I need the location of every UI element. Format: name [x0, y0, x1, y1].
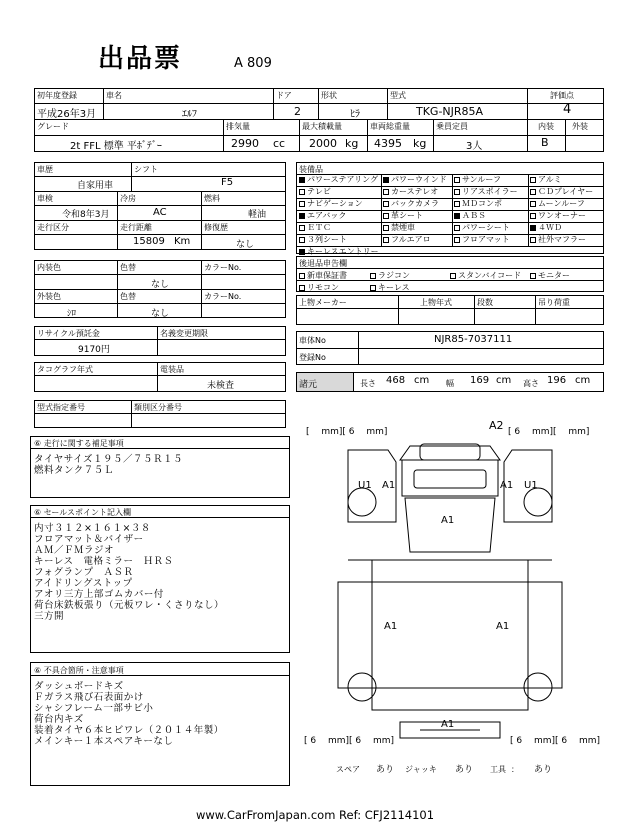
rear-equipment-item-label: ラジコン: [378, 271, 410, 280]
damage-mark-a1-left: A1: [382, 480, 396, 491]
shape: ﾋﾗ: [350, 109, 360, 120]
interior-color-label: 内装色: [37, 263, 61, 272]
note-line: フロアマット＆バイザー: [34, 534, 144, 545]
equipment-item: [383, 174, 447, 185]
note-line: フォグランプ ＡＳＲ: [34, 567, 134, 578]
interior-score: B: [541, 136, 549, 149]
note-line: アイドリングストップ: [34, 578, 133, 589]
grade-label: グレード: [37, 122, 69, 131]
checked-box-icon: [454, 213, 460, 219]
upper-capacity-label: 吊り荷重: [538, 298, 570, 307]
gvw-unit: kg: [345, 137, 359, 150]
repair: なし: [236, 240, 255, 250]
fuel-label: 燃料: [204, 194, 220, 203]
equipment-item: [383, 186, 438, 197]
first-reg: 平成26年3月: [37, 109, 97, 120]
interior-shade: なし: [151, 280, 170, 290]
name-label: 車名: [106, 91, 122, 100]
notes-sales-title-text: セールスポイント記入欄: [43, 508, 131, 517]
note-line: シャシフレーム一部サビ小: [34, 703, 154, 714]
note-line: ダッシュボードキズ: [34, 681, 124, 692]
empty-box-icon: [299, 201, 305, 207]
exterior-color-label: 外装色: [37, 292, 61, 301]
equipment-item-label: テレビ: [307, 187, 331, 196]
equipment-item-label: 禁煙車: [391, 223, 415, 232]
rear-equipment-item: [370, 282, 410, 293]
tool-label: 工具: [490, 765, 506, 774]
transfer-label: 名義変更期限: [160, 329, 208, 338]
equipment-item-label: パワーウインド: [391, 175, 447, 184]
inspection-label: 車検: [37, 194, 53, 203]
shift: F5: [221, 177, 234, 188]
checked-box-icon: [299, 177, 305, 183]
doors-label: ドア: [276, 91, 292, 100]
equipment-item-label: ワンオーナー: [538, 211, 586, 220]
empty-box-icon: [299, 225, 305, 231]
empty-box-icon: [530, 177, 536, 183]
equipment-item: [530, 210, 586, 221]
width: 169: [470, 375, 490, 386]
equipment-item: [299, 234, 347, 245]
model: TKG-NJR85A: [416, 105, 484, 118]
height-label: 高さ: [523, 379, 539, 388]
empty-box-icon: [299, 285, 305, 291]
displacement: 2990: [231, 137, 259, 150]
equipment-item-label: キーレスエントリー: [307, 247, 379, 256]
weight-label: 車両総重量: [370, 122, 410, 131]
equipment-item: [454, 210, 486, 221]
exterior-shade: なし: [151, 309, 170, 319]
empty-box-icon: [370, 285, 376, 291]
equipment-item: [530, 222, 562, 233]
equipment-item: [530, 174, 562, 185]
chassis-number: NJR85-7037111: [434, 334, 513, 345]
shape-label: 形状: [321, 91, 337, 100]
empty-box-icon: [530, 237, 536, 243]
mileage: 15809: [133, 236, 165, 247]
rear-equipment-title: 後退品申告欄: [299, 259, 347, 268]
notes-defects-title: ⑥ 不具合箇所・注意事項: [34, 666, 124, 675]
equipment-item: [299, 174, 378, 185]
exterior-shade-label: 色替: [120, 292, 136, 301]
note-line: アオリ三方上部ゴムカバー付: [34, 589, 164, 600]
equipment-item: [383, 198, 439, 209]
rear-equipment-item: [299, 282, 339, 293]
equipment-item-label: ＭＤコンポ: [462, 199, 502, 208]
chassis-number-label: 車体No: [299, 336, 326, 345]
empty-box-icon: [383, 225, 389, 231]
damage-mark-u1-left: U1: [358, 480, 372, 491]
category-label: 類別区分番号: [134, 403, 182, 412]
equipment-item-label: バックカメラ: [391, 199, 439, 208]
rear-equipment-item-label: モニター: [538, 271, 570, 280]
equipment-item: [454, 186, 518, 197]
checked-box-icon: [383, 177, 389, 183]
equipment-item: [530, 186, 593, 197]
damage-mark-a1-cab: A1: [441, 515, 455, 526]
equipment-item: [383, 222, 415, 233]
empty-box-icon: [299, 273, 305, 279]
damage-mark-u1-right: U1: [524, 480, 538, 491]
car-name: ｴﾙﾌ: [182, 109, 197, 120]
registration-label: 登録No: [299, 353, 326, 362]
equipment-item-label: ナビゲーション: [307, 199, 363, 208]
empty-box-icon: [530, 189, 536, 195]
equipment-item: [383, 210, 423, 221]
tread-front-right: [ 6 mm][ mm]: [508, 427, 590, 437]
checked-box-icon: [530, 225, 536, 231]
ac: AC: [153, 207, 167, 218]
displacement-unit: cc: [273, 137, 286, 150]
note-line: 装着タイヤ６本ヒビワレ（２０１４年製）: [34, 725, 224, 736]
note-line: ＡＭ／ＦＭラジオ: [34, 545, 115, 556]
equipment-item-label: ムーンルーフ: [538, 199, 585, 208]
equipment-item: [454, 222, 510, 233]
equipment-item: [299, 198, 363, 209]
empty-box-icon: [450, 273, 456, 279]
damage-mark-a1-rear: A1: [441, 719, 455, 730]
note-line: 荷台内キズ: [34, 714, 84, 725]
recycle-deposit: 9170円: [78, 345, 110, 355]
history-type: 自家用車: [77, 181, 114, 191]
upper-stages-label: 段数: [477, 298, 493, 307]
rear-equipment-item-label: 新車保証書: [307, 271, 347, 280]
equipment-item: [530, 198, 585, 209]
rear-equipment-item-label: スタンバイコード: [458, 271, 522, 280]
empty-box-icon: [454, 237, 460, 243]
ac-label: 冷房: [120, 194, 136, 203]
grade: 2t FFL 標準 平ﾎﾞﾃﾞｰ: [70, 141, 162, 152]
width-label: 幅: [446, 379, 454, 388]
equipment-item-label: ＣＤプレイヤー: [538, 187, 594, 196]
empty-box-icon: [530, 201, 536, 207]
equipment-item-label: フルエアロ: [391, 235, 431, 244]
note-line: 三方開: [34, 611, 65, 622]
interior-score-label: 内装: [538, 122, 554, 131]
damage-mark-a1-right: A1: [500, 480, 514, 491]
equipment-item-label: フロアマット: [462, 235, 510, 244]
electrical-label: 電装品: [160, 365, 184, 374]
note-line: 荷台床鉄板張り（元板ワレ・くさりなし）: [34, 600, 225, 611]
weight: 4395: [374, 137, 402, 150]
inspection: 令和8年3月: [62, 210, 110, 220]
equipment-item: [299, 222, 331, 233]
interior-shade-label: 色替: [120, 263, 136, 272]
equipment-item: [454, 174, 501, 185]
model-label: 型式: [390, 91, 406, 100]
equipment-item-label: ４ＷＤ: [538, 223, 562, 232]
empty-box-icon: [370, 273, 376, 279]
exterior-color: ｼﾛ: [67, 309, 77, 319]
note-line: メインキー１本スペアキーなし: [34, 736, 174, 747]
empty-box-icon: [454, 189, 460, 195]
page-title: 出品票: [98, 44, 183, 74]
recycle-deposit-label: リサイクル預託金: [37, 329, 100, 338]
exterior-code-label: カラーNo.: [204, 292, 242, 301]
footer-ref: www.CarFromJapan.com Ref: CFJ2114101: [196, 808, 435, 822]
empty-box-icon: [383, 213, 389, 219]
equipment-item: [299, 210, 346, 221]
equipment-item-label: サンルーフ: [462, 175, 501, 184]
interior-code-label: カラーNo.: [204, 263, 242, 272]
notes-driving-title: ⑥ 走行に関する補足事項: [34, 439, 124, 448]
notes-driving-title-text: 走行に関する補足事項: [43, 439, 124, 448]
empty-box-icon: [454, 225, 460, 231]
gvw-label: 最大積載量: [302, 122, 342, 131]
weight-unit: kg: [413, 137, 427, 150]
checked-box-icon: [299, 249, 305, 255]
displacement-label: 排気量: [226, 122, 250, 131]
damage-mark-a1-bed-left: A1: [384, 621, 398, 632]
height-unit: cm: [575, 375, 591, 386]
gvw: 2000: [309, 137, 337, 150]
equipment-item-label: パワーシート: [462, 223, 510, 232]
width-unit: cm: [496, 375, 512, 386]
equipment-item-label: ＥＴＣ: [307, 223, 331, 232]
equipment-item-label: アルミ: [538, 175, 562, 184]
mileage-label: 走行距離: [120, 223, 152, 232]
equipment-item: [454, 234, 510, 245]
equipment-item: [454, 198, 502, 209]
tool: あり: [534, 765, 553, 775]
empty-box-icon: [299, 237, 305, 243]
empty-box-icon: [454, 177, 460, 183]
exterior-score-label: 外装: [572, 122, 588, 131]
damage-mark-a2: A2: [489, 419, 504, 432]
note-line: キーレス 電格ミラー ＨＲＳ: [34, 556, 174, 567]
empty-box-icon: [530, 213, 536, 219]
rear-equipment-item-label: キーレス: [378, 283, 410, 292]
equipment-item-label: カーステレオ: [391, 187, 439, 196]
equipment-item-label: 社外マフラー: [538, 235, 586, 244]
note-line: 内寸３１２×１６１×３８: [34, 523, 151, 534]
empty-box-icon: [383, 189, 389, 195]
equipment-item-label: ＡＢＳ: [462, 211, 486, 220]
equipment-item-label: リアスポイラー: [462, 187, 518, 196]
empty-box-icon: [454, 201, 460, 207]
dims-label: 諸元: [299, 380, 318, 390]
score: 4: [563, 102, 572, 117]
history-type-label: 車歴: [37, 165, 53, 174]
empty-box-icon: [299, 189, 305, 195]
length-label: 長さ: [360, 379, 376, 388]
spare: あり: [376, 765, 395, 775]
empty-box-icon: [530, 273, 536, 279]
note-line: Ｆガラス飛び石表面かけ: [34, 692, 144, 703]
mileage-unit: Km: [174, 236, 191, 247]
equipment-item-label: ３列シート: [307, 235, 347, 244]
length: 468: [386, 375, 406, 386]
tacho-year-label: タコグラフ年式: [37, 365, 93, 374]
notes-defects-title-text: 不具合箇所・注意事項: [43, 666, 124, 675]
first-reg-label: 初年度登録: [37, 91, 77, 100]
notes-sales-title: ⑥ セールスポイント記入欄: [34, 508, 131, 517]
equipment-title: 装備品: [299, 165, 323, 174]
tread-rear-right: [ 6 mm][ 6 mm]: [510, 736, 601, 746]
equipment-item-label: 革シート: [391, 211, 423, 220]
equipment-item: [299, 186, 331, 197]
checked-box-icon: [299, 213, 305, 219]
equipment-item-label: エアバック: [307, 211, 347, 220]
equipment-item: [530, 234, 586, 245]
empty-box-icon: [383, 201, 389, 207]
note-line: タイヤサイズ１９５／７５Ｒ１５: [34, 454, 184, 465]
equipment-item: [383, 234, 431, 245]
mileage-class-label: 走行区分: [37, 223, 69, 232]
upper-maker-label: 上物メーカー: [299, 298, 347, 307]
spare-label: スペア: [336, 765, 360, 774]
shift-label: シフト: [134, 165, 158, 174]
rear-equipment-item-label: リモコン: [307, 283, 339, 292]
tread-rear-left: [ 6 mm][ 6 mm]: [304, 736, 395, 746]
lot-number: A 809: [234, 56, 272, 71]
damage-mark-a1-bed-right: A1: [496, 621, 510, 632]
tread-front-left: [ mm][ 6 mm]: [306, 427, 388, 437]
empty-box-icon: [383, 237, 389, 243]
doors: 2: [294, 105, 301, 118]
capacity: 3人: [466, 141, 483, 152]
note-line: 燃料タンク７５Ｌ: [34, 465, 114, 476]
upper-model-label: 上物年式: [420, 298, 452, 307]
fuel: 軽油: [248, 210, 267, 220]
electrical-check: 未検査: [207, 381, 235, 391]
jack-label: ジャッキ: [405, 765, 437, 774]
height: 196: [547, 375, 567, 386]
jack: あり: [455, 765, 474, 775]
capacity-label: 乗員定員: [436, 122, 468, 131]
designation-label: 型式指定番号: [37, 403, 85, 412]
score-label: 評価点: [550, 91, 574, 100]
length-unit: cm: [414, 375, 430, 386]
repair-label: 修復歴: [204, 223, 228, 232]
car-diagram: [300, 432, 600, 742]
equipment-item-label: パワーステアリング: [307, 175, 378, 184]
